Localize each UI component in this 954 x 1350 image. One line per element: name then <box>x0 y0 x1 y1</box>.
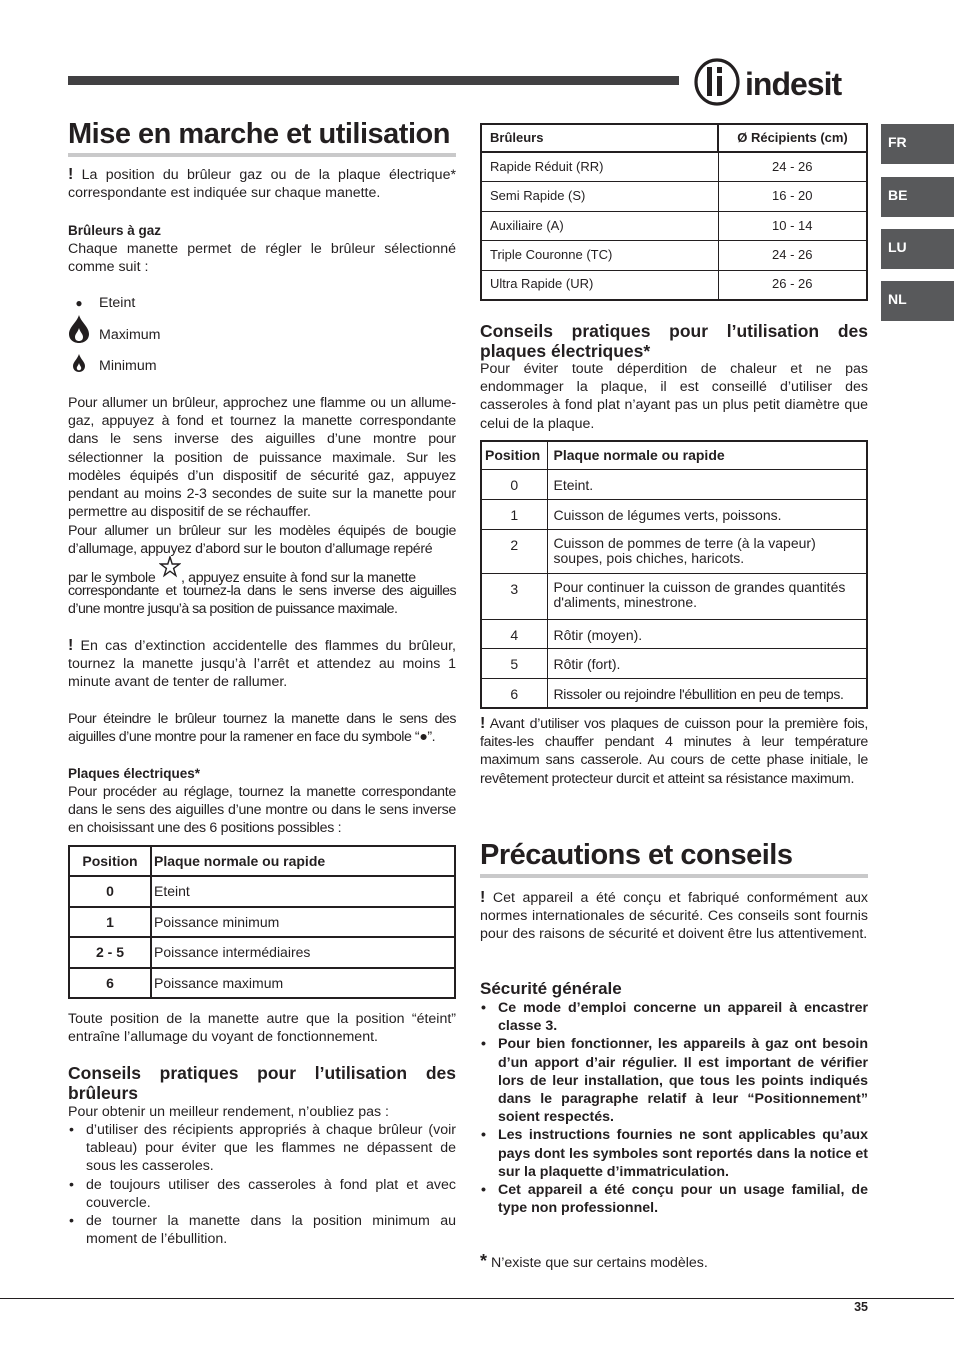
table-row <box>481 469 867 499</box>
table-row <box>481 499 867 529</box>
power-table <box>68 845 456 999</box>
gas-text: Chaque manette permet de régler le brûleur sélectionné comme suit : <box>68 241 456 276</box>
diameter-cell: 16 - 20 <box>718 182 867 212</box>
extinction-paragraph <box>68 637 456 692</box>
dot-icon: ● <box>75 296 83 310</box>
plates-tips-heading: Conseils pratiques pour l’utilisation des plaques électriques* <box>480 321 868 361</box>
burners-tips-intro: Pour obtenir un meilleur rendement, n’oubliez pas : <box>68 1104 389 1120</box>
position-cell: 0 <box>481 469 547 499</box>
diameter-cell: 24 - 26 <box>718 152 867 182</box>
list-item: • Ce mode d’emploi concerne un appareil à encastrer classe 3. <box>480 999 868 1035</box>
burner-name-cell: Auxiliaire (A) <box>481 211 718 241</box>
table-header-cell: Plaque normale ou rapide <box>151 846 455 876</box>
svg-text:indesit: indesit <box>745 66 842 102</box>
table-header-cell: Plaque normale ou rapide <box>547 441 867 469</box>
ignite-text: Pour allumer un brûleur, approchez une flamme ou un allume-gaz, appuyez à fond et tournez la manette correspondante dans le sens inverse des aiguilles d’une montre pour sélectionner la position de puissance maximale. Sur les modèles équipés d’un dispositif de sécurité gaz, appuyez pendant au moins 2-3 secondes de suite sur la manette pour permettre au dispositif de se réchauffer. <box>68 395 456 521</box>
position-cell: 2 <box>481 529 547 573</box>
list-item: • Les instructions fournies ne sont applicables qu’aux pays dont les symboles sont reportés dans la notice et sur la plaquette d’immatriculation. <box>480 1126 868 1181</box>
burner-name-cell: Semi Rapide (S) <box>481 182 718 212</box>
burner-name-cell: Triple Couronne (TC) <box>481 241 718 271</box>
spark-text-2a: par le symbole <box>68 570 156 586</box>
lang-tab-lu[interactable]: LU <box>881 229 954 269</box>
table-header-row <box>69 846 455 876</box>
table-row <box>481 678 867 708</box>
intro-text: La position du brûleur gaz ou de la plaque électrique* correspondante est indiquée sur chaque manette. <box>68 167 456 202</box>
precautions-intro-paragraph <box>480 889 868 944</box>
position-cell: 1 <box>69 907 151 937</box>
description-cell: Eteint <box>151 876 455 906</box>
table-header-row <box>481 124 867 152</box>
table-header-cell: Brûleurs <box>481 124 718 152</box>
position-cell: 1 <box>481 499 547 529</box>
table-row <box>481 529 867 573</box>
burner-name-cell: Rapide Réduit (RR) <box>481 152 718 182</box>
table-row <box>481 270 867 300</box>
burners-tips-list <box>68 1121 456 1248</box>
intro-paragraph <box>68 166 456 202</box>
position-cell: 2 - 5 <box>69 937 151 967</box>
spark-text-2b: , appuyez ensuite à fond sur la manette <box>180 570 416 586</box>
table-header-cell: Ø Récipients (cm) <box>718 124 867 152</box>
spark-text-1: Pour allumer un brûleur sur les modèles équipés de bougie d’allumage, appuyez d’abord sur le bouton d’allumage repéré <box>68 523 456 558</box>
description-cell: Eteint. <box>547 469 867 499</box>
footnote <box>480 1252 708 1272</box>
position-cell: 5 <box>481 648 547 678</box>
electric-text: Pour procéder au réglage, tournez la manette correspondante dans le sens des aiguilles d’une montre ou dans le sens inverse en choisissant une des 6 positions possibles : <box>68 784 456 837</box>
legend-off-label: Eteint <box>99 295 136 311</box>
page-title: Mise en marche et utilisation <box>68 117 456 157</box>
indicator-text: Toute position de la manette autre que la position “éteint” entraîne l’allumage du voyant de fonctionnement. <box>68 1011 456 1046</box>
burners-tips-heading: Conseils pratiques pour l’utilisation des brûleurs <box>68 1063 456 1103</box>
header-bar <box>68 76 679 85</box>
first-use-paragraph <box>480 715 868 788</box>
lang-tab-nl[interactable]: NL <box>881 281 954 321</box>
table-header-cell: Position <box>69 846 151 876</box>
lang-tab-be[interactable]: BE <box>881 177 954 217</box>
footnote-text: N’existe que sur certains modèles. <box>490 1255 708 1271</box>
diameter-cell: 10 - 14 <box>718 211 867 241</box>
position-cell: 4 <box>481 619 547 648</box>
list-item: • Pour bien fonctionner, les appareils à gaz ont besoin d’un apport d’air régulier. Il est important de vérifier lors de leur installation, que tous les points indiqués dans le paragraphe relatif à leur “Positionnement” soient respectés. <box>480 1035 868 1126</box>
footnote-mark: * <box>480 1251 488 1271</box>
burner-name-cell: Ultra Rapide (UR) <box>481 270 718 300</box>
plates-tips-text: Pour éviter toute déperdition de chaleur et ne pas endommager la plaque, il est conseillé d’utiliser des casseroles à fond plat n’ayant pas un plus petit diamètre que celui de la plaque. <box>480 361 868 432</box>
list-item: • d’utiliser des récipients appropriés à chaque brûleur (voir tableau) pour éviter que les flammes ne dépassent de sous les casseroles. <box>68 1121 456 1176</box>
table-row <box>481 573 867 619</box>
table-header-cell: Position <box>481 441 547 469</box>
position-cell: 6 <box>481 678 547 708</box>
table-row <box>69 907 455 937</box>
legend-min-label: Minimum <box>99 358 157 374</box>
table-row <box>481 619 867 648</box>
safety-heading: Sécurité générale <box>480 979 622 998</box>
diameter-cell: 24 - 26 <box>718 241 867 271</box>
precautions-intro: Cet appareil a été conçu et fabriqué conformément aux normes internationales de sécurité. Ces conseils sont fournis pour des raisons de sécurité et doivent être lus attentivement. <box>480 890 868 943</box>
description-cell: Rissoler ou rejoindre l'ébullition en peu de temps. <box>547 678 867 708</box>
description-cell: Rôtir (fort). <box>547 648 867 678</box>
footer-rule <box>0 1298 954 1299</box>
description-cell: Poissance minimum <box>151 907 455 937</box>
precautions-title-wrap <box>480 838 868 878</box>
small-flame-icon <box>68 352 90 379</box>
warning-mark: ! <box>480 715 486 732</box>
table-row <box>481 152 867 182</box>
first-use-text: Avant d’utiliser vos plaques de cuisson pour la première fois, faites-les chauffer pendant 4 minutes à leur température maximum sans casserole. Au cours de cette phase initiale, le revêtement protecteur durcit et atteint sa résistance maximum. <box>480 716 868 787</box>
cooking-table <box>480 440 868 709</box>
description-cell: Poissance intermédiaires <box>151 937 455 967</box>
page-number: 35 <box>854 1300 868 1314</box>
indesit-logo <box>693 58 873 106</box>
position-cell: 0 <box>69 876 151 906</box>
large-flame-icon <box>68 314 90 349</box>
warning-mark: ! <box>68 637 74 654</box>
burner-table <box>480 123 868 301</box>
diameter-cell: 26 - 26 <box>718 270 867 300</box>
off-text: Pour éteindre le brûleur tournez la manette dans le sens des aiguilles d’une montre pour la ramener en face du symbole “●”. <box>68 711 456 746</box>
list-item: • de tourner la manette dans la position minimum au moment de l’ébullition. <box>68 1212 456 1248</box>
position-cell: 6 <box>69 968 151 998</box>
extinction-text: En cas d’extinction accidentelle des flammes du brûleur, tournez la manette jusqu’à l’arrêt et attendez au moins 1 minute avant de tenter de rallumer. <box>68 638 456 691</box>
warning-mark: ! <box>68 166 74 183</box>
table-row <box>481 211 867 241</box>
position-cell: 3 <box>481 573 547 619</box>
table-header-row <box>481 441 867 469</box>
lang-tab-fr[interactable]: FR <box>881 124 954 164</box>
list-item: • de toujours utiliser des casseroles à fond plat et avec couvercle. <box>68 1176 456 1212</box>
table-row <box>69 937 455 967</box>
warning-mark: ! <box>480 889 486 906</box>
list-item: • Cet appareil a été conçu pour un usage familial, de type non professionnel. <box>480 1181 868 1217</box>
table-row <box>481 182 867 212</box>
spark-text-3: correspondante et tournez-la dans le sens inverse des aiguilles d’une montre jusqu’à sa position de puissance maximale. <box>68 583 456 618</box>
table-row <box>69 968 455 998</box>
description-cell: Poissance maximum <box>154 974 284 991</box>
spark-icon <box>159 562 181 580</box>
safety-list <box>480 999 868 1217</box>
table-row <box>481 241 867 271</box>
description-cell: Cuisson de pommes de terre (à la vapeur) soupes, pois chiches, haricots. <box>547 529 867 573</box>
precautions-title: Précautions et conseils <box>480 838 868 878</box>
table-row <box>69 876 455 906</box>
legend-max-label: Maximum <box>99 327 161 343</box>
electric-heading: Plaques électriques* <box>68 766 201 781</box>
gas-heading: Brûleurs à gaz <box>68 223 162 238</box>
table-row <box>481 648 867 678</box>
description-cell: Pour continuer la cuisson de grandes quantités d'aliments, minestrone. <box>547 573 867 619</box>
left-title-wrap <box>68 117 456 157</box>
description-cell: Rôtir (moyen). <box>547 619 867 648</box>
description-cell: Cuisson de légumes verts, poissons. <box>547 499 867 529</box>
